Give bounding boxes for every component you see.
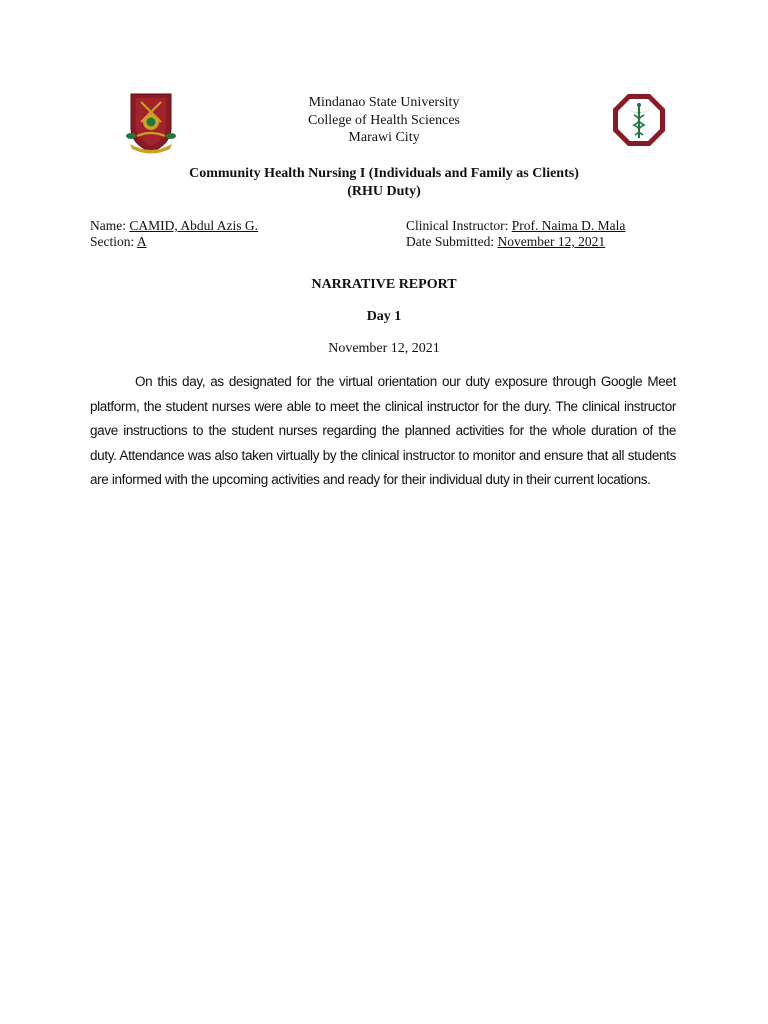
instructor-label: Clinical Instructor:	[406, 218, 509, 233]
date-submitted-label: Date Submitted:	[406, 234, 495, 249]
section-value: A	[136, 234, 147, 249]
instructor-name: Prof. Naima D. Mala	[511, 218, 626, 233]
student-name: CAMID, Abdul Azis G.	[129, 218, 259, 233]
section-line	[90, 234, 147, 250]
narrative-paragraph: On this day, as designated for the virtual orientation our duty exposure through Google Meet platform, the student nurses were able to meet the clinical instructor for the dury. The clinical instructor gave instructions to the student nurses regarding the planned activities for the whole duration of the duty. Attendance was also taken virtually by the clinical instructor to monitor and ensure that all students are informed with the upcoming activities and ready for their individual duty in their current locations.	[90, 374, 676, 487]
date-submitted-line	[406, 234, 605, 250]
name-label: Name:	[90, 218, 126, 233]
report-date: November 12, 2021	[328, 341, 440, 356]
report-day: Day 1	[366, 309, 402, 324]
instructor-line	[406, 218, 625, 234]
course-title-block	[0, 165, 768, 201]
university-header	[0, 94, 768, 147]
section-label: Section:	[90, 234, 135, 249]
course-subtitle: (RHU Duty)	[347, 184, 421, 199]
student-name-line	[90, 218, 258, 234]
city-name: Marawi City	[348, 130, 420, 145]
college-name: College of Health Sciences	[307, 112, 460, 128]
course-title: Community Health Nursing I (Individuals and Family as Clients)	[189, 166, 579, 181]
report-title: NARRATIVE REPORT	[311, 277, 457, 292]
university-name: Mindanao State University	[308, 95, 460, 110]
date-submitted-value: November 12, 2021	[497, 234, 606, 249]
